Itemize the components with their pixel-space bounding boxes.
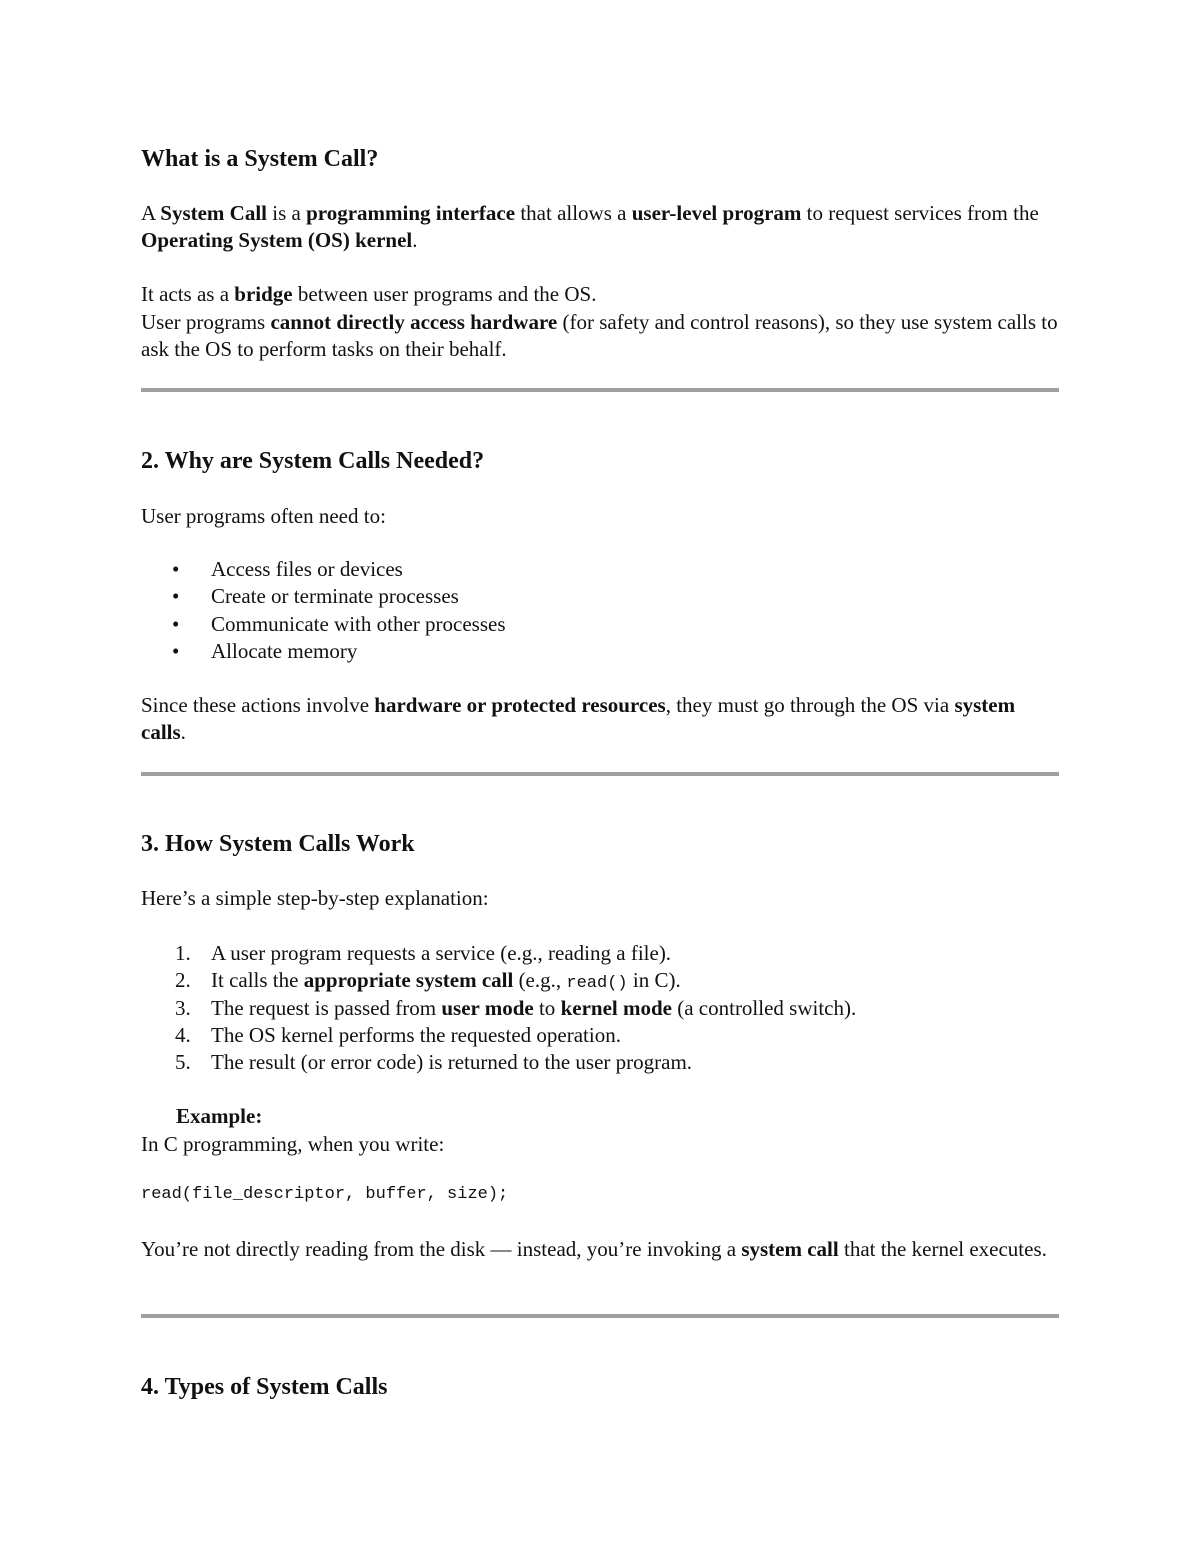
text: in C). <box>627 968 681 993</box>
bold-text: user-level program <box>631 201 802 225</box>
list-item <box>141 611 1059 638</box>
list-number: 2. <box>175 968 191 993</box>
list-item <box>141 556 1059 583</box>
text: The request is passed from <box>211 995 442 1020</box>
bullet-icon: • <box>172 638 180 663</box>
bold-text: system call <box>741 1237 839 1261</box>
horizontal-rule <box>141 388 1059 392</box>
text: Since these actions involve <box>141 693 375 717</box>
bold-text: cannot directly access hardware <box>270 310 558 334</box>
paragraph-definition <box>141 200 1059 254</box>
text: A <box>141 201 161 225</box>
bold-text: Example: <box>176 1104 263 1128</box>
numbered-list <box>141 940 1059 1076</box>
bullet-list <box>141 556 1059 665</box>
text: , they must go through the OS via <box>665 693 955 717</box>
bold-text: bridge <box>234 282 293 306</box>
text: (a controlled switch). <box>671 995 857 1020</box>
text: It acts as a <box>141 282 235 306</box>
list-number: 4. <box>175 1022 191 1047</box>
text: that allows a <box>515 201 632 225</box>
bold-text: Operating System (OS) kernel <box>141 228 413 252</box>
list-item <box>141 995 1059 1022</box>
paragraph-example-intro: In C programming, when you write: <box>141 1132 445 1156</box>
section-heading: What is a System Call? <box>141 146 379 172</box>
paragraph-hardware <box>141 309 1059 363</box>
list-item-text: A user program requests a service (e.g., reading a file). <box>211 941 672 965</box>
bold-text: programming interface <box>306 201 516 225</box>
section-heading: 3. How System Calls Work <box>141 831 415 857</box>
horizontal-rule <box>141 772 1059 776</box>
text: is a <box>267 201 307 225</box>
list-item <box>141 1022 1059 1049</box>
text: that the kernel executes. <box>838 1237 1047 1261</box>
list-number: 3. <box>175 995 191 1020</box>
text: to <box>533 995 561 1020</box>
list-item-text: The OS kernel performs the requested operation. <box>211 1022 621 1047</box>
text: It calls the <box>211 968 304 993</box>
section-heading: 4. Types of System Calls <box>141 1374 388 1400</box>
text: User programs <box>141 310 271 334</box>
text: between user programs and the OS. <box>292 282 597 306</box>
bold-text: system calls <box>141 693 1016 744</box>
list-item-text: Allocate memory <box>211 638 358 663</box>
text: (for safety and control reasons), so they use system calls to ask the OS to perform tasks on their behalf. <box>141 310 1058 361</box>
inline-code: read() <box>566 974 628 994</box>
list-item <box>141 967 1059 994</box>
text: to request services from the <box>801 201 1039 225</box>
list-item-text: Communicate with other processes <box>211 611 506 636</box>
bullet-icon: • <box>172 584 180 609</box>
example-label <box>176 1103 1056 1130</box>
bold-text: hardware or protected resources <box>374 693 666 717</box>
list-number: 1. <box>175 941 191 965</box>
bold-text: user mode <box>441 995 534 1020</box>
code-block: read(file_descriptor, buffer, size); <box>141 1185 509 1204</box>
paragraph-closing <box>141 1236 1059 1263</box>
list-number: 5. <box>175 1050 191 1075</box>
text: . <box>180 720 186 744</box>
bold-text: System Call <box>160 201 268 225</box>
list-item <box>141 638 1059 665</box>
list-item-text: The result (or error code) is returned to the user program. <box>211 1050 693 1075</box>
bullet-icon: • <box>172 557 180 581</box>
list-item <box>141 1049 1059 1076</box>
bold-text: appropriate system call <box>303 968 514 993</box>
bullet-icon: • <box>172 611 180 636</box>
paragraph-intro: Here’s a simple step-by-step explanation: <box>141 886 489 910</box>
text: (e.g., <box>513 968 567 993</box>
text: . <box>412 228 418 252</box>
paragraph-closing <box>141 692 1059 746</box>
bold-text: kernel mode <box>560 995 672 1020</box>
list-item-text: Access files or devices <box>211 557 403 581</box>
list-item-text: Create or terminate processes <box>211 584 459 609</box>
text: You’re not directly reading from the disk — instead, you’re invoking a <box>141 1237 742 1261</box>
paragraph-bridge <box>141 281 1059 308</box>
horizontal-rule <box>141 1314 1059 1318</box>
section-heading: 2. Why are System Calls Needed? <box>141 448 485 474</box>
list-item <box>141 583 1059 610</box>
list-item <box>141 940 1059 967</box>
paragraph-intro: User programs often need to: <box>141 504 386 528</box>
